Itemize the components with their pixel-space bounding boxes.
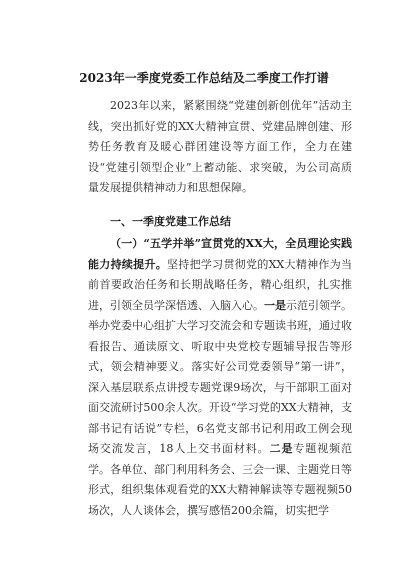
section-heading: 一、一季度党建工作总结 <box>110 215 231 228</box>
point-one-text: 示范引领学。举办党委中心组扩大学习交流会和专题读书班，通过收看报告、通读原文、听取中央党校专题辅导报告等形式，领会精神要义。落实好公司党委领导“第一讲”，深入基层联系点讲授专题党课9场次，与干部职工面对面交流研讨500余人次。开设“学习党的XX大精神，支部书记有话说”专栏，6名党支部书记利用政工例会现场交流发言，18人上交书面材料。 <box>88 298 352 455</box>
point-one-label: 一是 <box>264 298 286 312</box>
document-title: 2023年一季度党委工作总结及二季度工作打谱 <box>79 71 329 85</box>
intro-paragraph: 2023年以来，紧紧围绕“党建创新创优年”活动主线，突出抓好党的XX大精神宣贯、党建品牌创建、形势任务教育及暖心群团建设等方面工作，全力在建设“党建引领型企业”上蓄动能、求突破，为公司高质量发展提供精神动力和思想保障。 <box>88 99 352 194</box>
summary-paragraph <box>88 234 352 521</box>
subsection-heading: （一）“五学并举”宣贯党的XX大，全员理论实践能力持续提升。 <box>88 237 352 271</box>
subsection-text: 坚持把学习贯彻党的XX大精神作为当前首要政治任务和长期战略任务，精心组织，扎实推进，引领全员学深悟透、入脑入心。 <box>88 257 352 312</box>
point-two-text: 专题视频范学。各单位、部门利用科务会、三会一课、主题党日等形式，组织集体观看党的XX大精神解读等专题视频50场次，人人谈体会，撰写感悟200余篇，切实把学 <box>88 442 353 517</box>
point-two-label: 二是 <box>269 442 294 455</box>
